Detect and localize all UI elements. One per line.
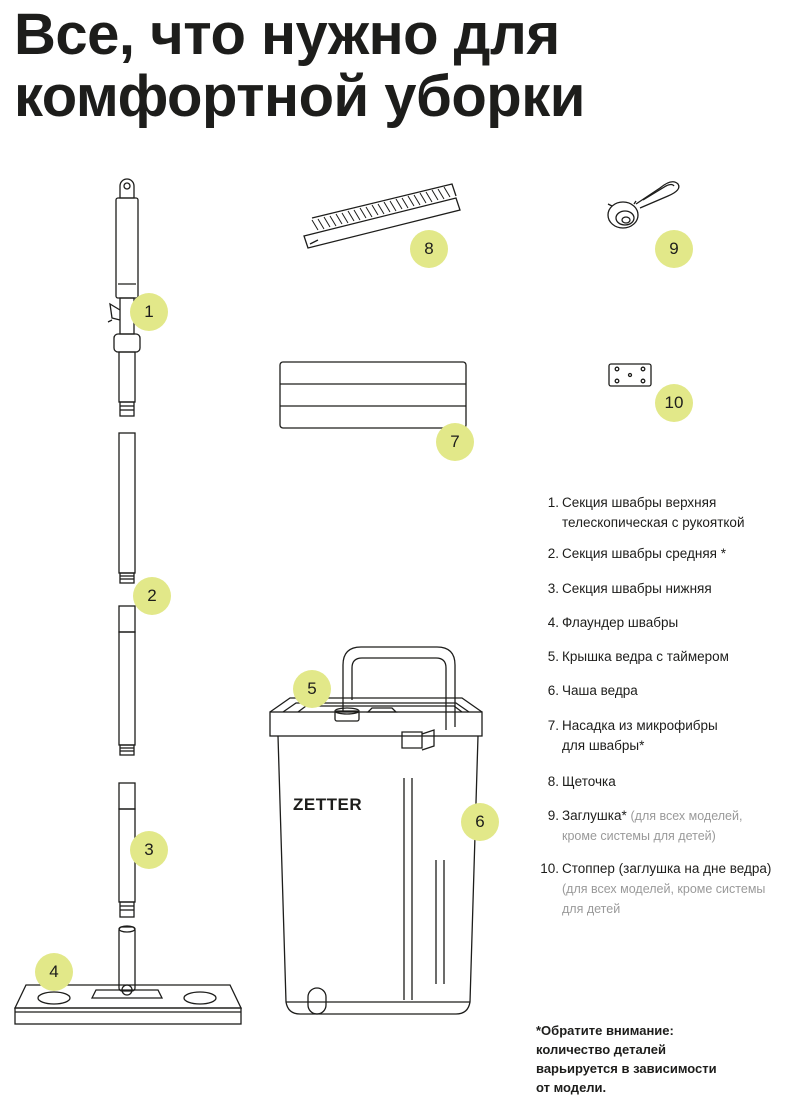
list-item-number: 3.	[547, 581, 559, 596]
badge-1: 1	[130, 293, 168, 331]
list-item-text	[562, 493, 807, 533]
badge-7: 7	[436, 423, 474, 461]
list-item-text	[562, 859, 807, 919]
list-item-number: 1.	[547, 495, 559, 510]
footnote-line: *Обратите внимание:	[536, 1023, 674, 1038]
page-title-line-2: комфортной уборки	[14, 64, 585, 129]
badge-4: 4	[35, 953, 73, 991]
list-item-number: 7.	[547, 718, 559, 733]
badge-8: 8	[410, 230, 448, 268]
list-item-line: Секция швабры верхняя	[562, 495, 717, 510]
footnote-line: варьируется в зависимости	[536, 1061, 717, 1076]
stopper-drawing	[609, 364, 651, 386]
zetter-logo: ZETTER	[293, 795, 363, 814]
list-item-line: Насадка из микрофибры	[562, 718, 718, 733]
list-item-number: 8.	[547, 774, 559, 789]
list-item-number: 6.	[547, 683, 559, 698]
badge-6: 6	[461, 803, 499, 841]
footnote	[536, 1021, 796, 1097]
list-item-note: (для всех моделей,	[630, 809, 743, 823]
badge-5: 5	[293, 670, 331, 708]
list-item-text: Чаша ведра	[562, 683, 638, 698]
list-item-note: (для всех моделей, кроме системы	[562, 882, 766, 896]
list-item-text: Секция швабры средняя *	[562, 546, 726, 561]
list-item-line: для швабры*	[562, 738, 645, 753]
list-item-line: Заглушка*	[562, 808, 627, 823]
list-item-number: 5.	[547, 649, 559, 664]
list-item-text: Щеточка	[562, 774, 616, 789]
list-item-number: 10.	[540, 861, 559, 876]
list-item-text: Секция швабры нижняя	[562, 581, 712, 596]
badge-2: 2	[133, 577, 171, 615]
list-item-text	[562, 806, 807, 846]
page-title-line-1: Все, что нужно для	[14, 2, 560, 67]
list-item-text	[562, 716, 807, 756]
list-item-note: для детей	[562, 902, 621, 916]
list-item-note: кроме системы для детей)	[562, 829, 716, 843]
list-item-number: 2.	[547, 546, 559, 561]
microfiber-pad-drawing	[280, 362, 466, 428]
badge-10: 10	[655, 384, 693, 422]
footnote-line: от модели.	[536, 1080, 607, 1095]
list-item-line: Стоппер (заглушка на дне ведра)	[562, 861, 772, 876]
mop-middle-section-2-drawing	[119, 606, 135, 755]
plug-drawing	[608, 182, 679, 228]
badge-3: 3	[130, 831, 168, 869]
mop-middle-section-drawing	[119, 433, 135, 583]
list-item-line: телескопическая с рукояткой	[562, 515, 745, 530]
list-item-number: 9.	[547, 808, 559, 823]
footnote-line: количество деталей	[536, 1042, 666, 1057]
list-item-text: Крышка ведра с таймером	[562, 649, 729, 664]
badge-9: 9	[655, 230, 693, 268]
list-item-text: Флаундер швабры	[562, 615, 679, 630]
list-item-number: 4.	[547, 615, 559, 630]
